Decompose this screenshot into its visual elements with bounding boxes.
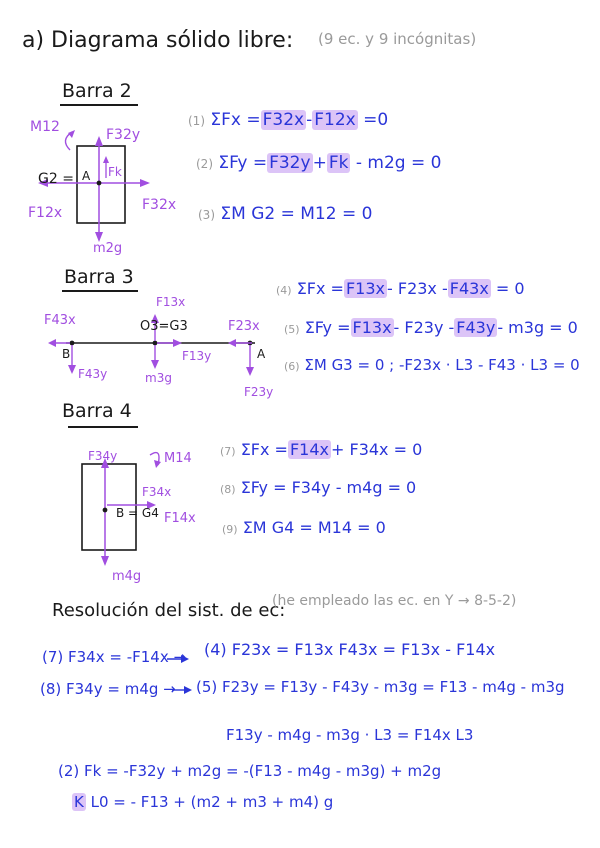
bar3-f23x-arrow (228, 339, 236, 347)
eq8 (220, 480, 416, 496)
bar3-label-m3g: m3g (145, 371, 172, 385)
resolution-r5b: F13y - m4g - m3g · L3 = F14x L3 (226, 726, 474, 744)
bar2-label-fk: Fk (108, 165, 122, 179)
eq8-text: ΣFy = F34y - m4g = 0 (240, 478, 417, 497)
bar2-label-f12x: F12x (28, 205, 63, 221)
eq1-op: - (306, 110, 313, 130)
eq7 (220, 442, 422, 458)
eq1 (188, 112, 388, 129)
resolution-r4: (4) F23x = F13x F43x = F13x - F14x (204, 640, 496, 659)
eq1-rhs: =0 (363, 110, 389, 130)
resolution-k-highlight: K (74, 793, 84, 811)
eq7-lhs: ΣFx = (240, 440, 288, 459)
eq2 (196, 155, 441, 172)
eq5-number: (5) (284, 323, 300, 336)
title-note: (9 ec. y 9 incógnitas) (318, 30, 477, 48)
bar3-label-f13x: F13x (156, 295, 186, 309)
bar2-label-f32x: F32x (142, 197, 177, 213)
bar4-label-f14x: F14x (164, 511, 196, 526)
bar4-heading-underline (68, 426, 138, 428)
eq5 (284, 320, 578, 336)
bar4-label-f34y: F34y (88, 449, 118, 463)
eq9 (222, 520, 386, 536)
bar2-f32x-arrow (140, 179, 150, 187)
bar4-heading: Barra 4 (62, 400, 132, 422)
eq4-number: (4) (276, 284, 292, 297)
bar2-heading-underline (60, 104, 138, 106)
eq1-lhs: ΣFx = (210, 110, 261, 130)
eq1-term-f12x: F12x (314, 110, 356, 130)
eq6 (284, 358, 580, 373)
resolution-rk-text: L0 = - F13 + (m2 + m3 + m4) g (90, 793, 334, 811)
bar3-label-f13y: F13y (182, 349, 212, 363)
eq5-lhs: ΣFy = (304, 318, 351, 337)
eq3-text: ΣM G2 = M12 = 0 (220, 204, 373, 224)
eq4-lhs: ΣFx = (296, 279, 344, 298)
bar2-label-a: A (82, 169, 91, 183)
bar3-heading: Barra 3 (64, 266, 134, 288)
bar3-f23y-arrow (246, 367, 254, 376)
eq7-term-f14x: F14x (289, 440, 329, 459)
eq2-rest: - m2g = 0 (355, 153, 442, 173)
eq8-number: (8) (220, 483, 236, 496)
bar2-point-a (97, 181, 102, 186)
bar3-label-a: A (257, 347, 266, 361)
bar2-label-m12: M12 (30, 119, 60, 135)
bar3-label-f23x: F23x (228, 319, 260, 334)
bar2-label-weight: m2g (93, 241, 123, 256)
eq7-number: (7) (220, 445, 236, 458)
eq6-number: (6) (284, 360, 300, 373)
eq5-rhs: - m3g = 0 (497, 318, 578, 337)
bar2-label-g2: G2 = (38, 171, 74, 187)
bar3-label-f43x: F43x (44, 313, 76, 328)
eq5-term-f13x: F13x (352, 318, 392, 337)
eq5-term-f43y: F43y (456, 318, 496, 337)
eq6-text: ΣM G3 = 0 ; -F23x · L3 - F43 · L3 = 0 (304, 356, 580, 374)
resolution-r7: (7) F34x = -F14x → (42, 648, 187, 666)
bar3-heading-underline (62, 290, 138, 292)
eq9-text: ΣM G4 = M14 = 0 (242, 518, 386, 537)
eq3-number: (3) (198, 208, 215, 222)
bar4-label-m14: M14 (164, 451, 192, 466)
bar4-weight-arrow (101, 556, 109, 566)
bar3-label-b: B (62, 347, 71, 361)
bar3-weight-arrow (151, 360, 159, 369)
resolution-r8: (8) F34y = m4g → (40, 680, 176, 698)
bar4-label-m4g: m4g (112, 569, 142, 584)
eq2-term-f32y: F32y (269, 153, 311, 173)
bar3-f13y-arrow (173, 339, 182, 347)
bar2-heading: Barra 2 (62, 80, 132, 102)
resolution-r2: (2) Fk = -F32y + m2g = -(F13 - m4g - m3g) + m2g (58, 762, 442, 780)
eq4 (276, 281, 525, 297)
bar3-label-f43y: F43y (78, 367, 108, 381)
resolution-heading: Resolución del sist. de ec: (52, 600, 286, 621)
bar3-label-o3: O3=G3 (140, 319, 188, 334)
eq2-term-fk: Fk (328, 153, 349, 173)
eq2-number: (2) (196, 157, 213, 171)
eq5-mid: - F23y - (393, 318, 455, 337)
eq2-op: + (312, 153, 327, 173)
bar2-body (77, 146, 125, 223)
resolution-rk (72, 795, 333, 810)
bar4-label-bg4: B = G4 (116, 506, 159, 520)
bar2-fk-arrow (103, 156, 109, 163)
resolution-r5: (5) F23y = F13y - F43y - m3g = F13 - m4g - m3g (196, 678, 565, 696)
eq2-lhs: ΣFy = (218, 153, 268, 173)
bar4-label-f34x: F34x (142, 485, 172, 499)
eq4-term-f43x: F43x (449, 279, 489, 298)
eq4-term-f13x: F13x (345, 279, 385, 298)
eq3 (198, 206, 372, 223)
eq1-term-f32x: F32x (262, 110, 305, 130)
bar3-label-f23y: F23y (244, 385, 274, 399)
eq1-number: (1) (188, 114, 205, 128)
bar2-f32y-arrow (95, 136, 103, 146)
eq4-rhs: = 0 (495, 279, 525, 298)
bar2-label-f32y: F32y (106, 127, 141, 143)
page-title: a) Diagrama sólido libre: (22, 28, 294, 53)
resolution-note: (he empleado las ec. en Y → 8-5-2) (272, 593, 517, 609)
eq9-number: (9) (222, 523, 238, 536)
bar3-f43y-arrow (68, 365, 76, 374)
eq7-rhs: + F34x = 0 (331, 440, 423, 459)
bar3-f43x-arrow (48, 339, 56, 347)
eq4-mid: - F23x - (387, 279, 448, 298)
